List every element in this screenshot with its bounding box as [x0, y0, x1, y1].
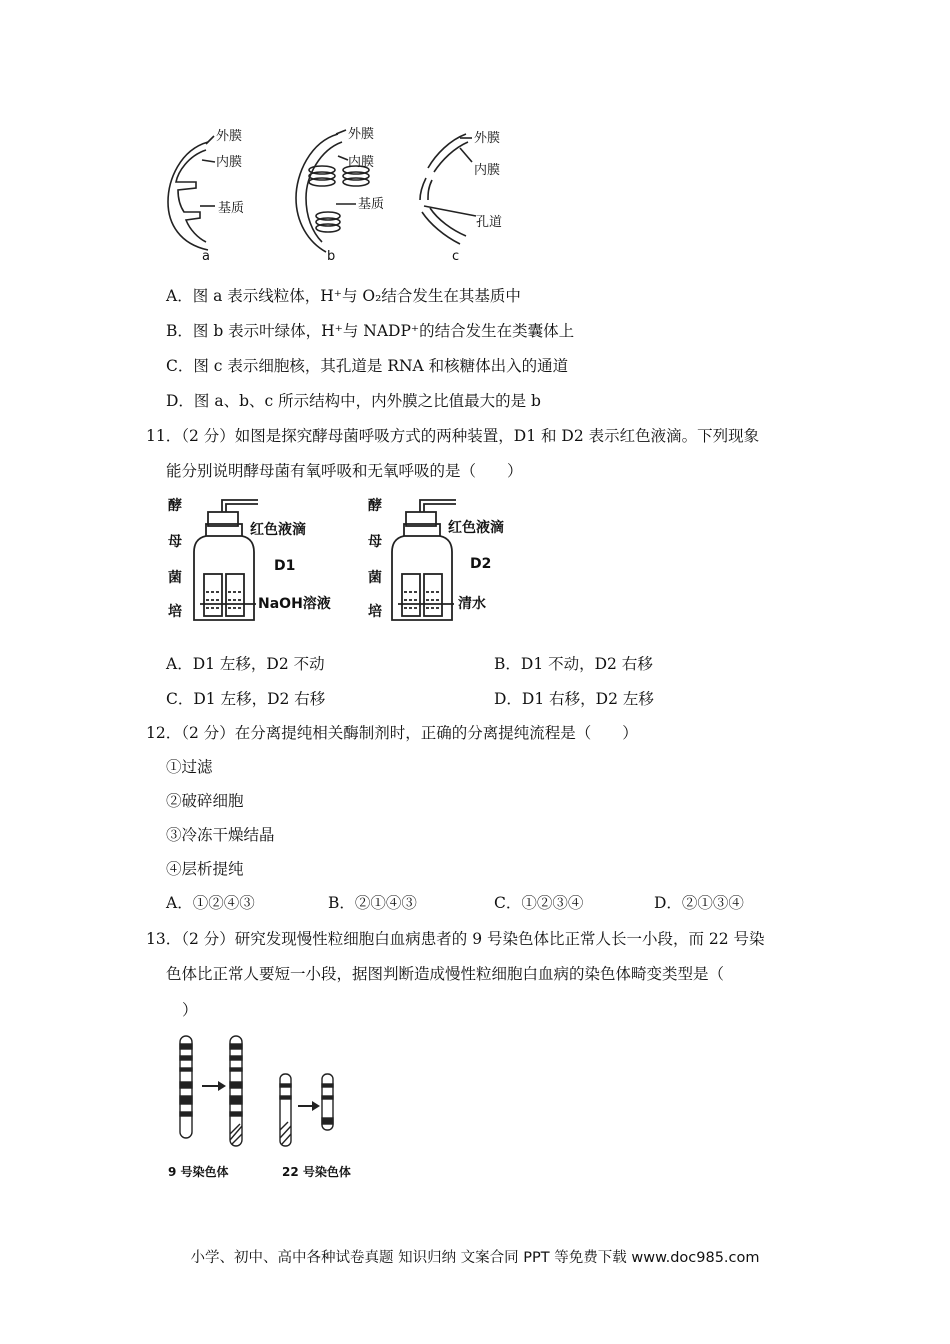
- caption-b: b: [327, 249, 336, 264]
- chromosome-22-abnormal: [322, 1074, 333, 1130]
- q12-option-b[interactable]: B．②①④③: [328, 894, 417, 912]
- drop-label-1: 红色液滴: [250, 522, 306, 538]
- chromosome-9-abnormal: [230, 1036, 242, 1146]
- side-char-1-1: 酵: [168, 498, 182, 514]
- side-char-1-3: 菌: [168, 570, 182, 586]
- d2-label: D2: [470, 556, 492, 572]
- yeast-apparatus-figure: [160, 492, 530, 632]
- arrow-22: [298, 1101, 320, 1111]
- d1-label: D1: [274, 558, 296, 574]
- label-c-pore: 孔道: [476, 215, 503, 230]
- q12-item-4: ④层析提纯: [166, 860, 244, 878]
- q13-stem-line2: 色体比正常人要短一小段，据图判断造成慢性粒细胞白血病的染色体畸变类型是（: [166, 965, 725, 983]
- arrow-9: [202, 1081, 226, 1091]
- chromosome-figure: [160, 1030, 380, 1190]
- chromosome-9-normal: [180, 1036, 192, 1138]
- q11-option-a[interactable]: A．D1 左移，D2 不动: [166, 655, 325, 673]
- q11-stem-line1: 11．（2 分）如图是探究酵母菌呼吸方式的两种装置，D1 和 D2 表示红色液滴。下列现象: [146, 427, 760, 445]
- label-b-inner: 内膜: [348, 155, 375, 170]
- q12-item-2: ②破碎细胞: [166, 792, 244, 810]
- q12-option-a[interactable]: A．①②④③: [166, 894, 255, 912]
- flask-1: [194, 500, 258, 620]
- side-char-2-4: 培: [368, 604, 382, 620]
- q12-stem: 12．（2 分）在分离提纯相关酶制剂时，正确的分离提纯流程是（ ）: [146, 724, 638, 742]
- q10-option-d[interactable]: D．图 a、b、c 所示结构中，内外膜之比值最大的是 b: [166, 392, 541, 410]
- q11-option-c[interactable]: C．D1 左移，D2 右移: [166, 690, 326, 708]
- caption-c: c: [452, 249, 460, 264]
- q11-option-d[interactable]: D．D1 右移，D2 左移: [494, 690, 654, 708]
- label-a-matrix: 基质: [218, 201, 245, 216]
- label-b-matrix: 基质: [358, 197, 385, 212]
- label-c-inner: 内膜: [474, 163, 501, 178]
- q12-item-1: ①过滤: [166, 758, 213, 776]
- label-a-outer: 外膜: [216, 129, 243, 144]
- side-char-1-2: 母: [168, 534, 182, 550]
- q12-option-c[interactable]: C．①②③④: [494, 894, 584, 912]
- q11-option-b[interactable]: B．D1 不动，D2 右移: [494, 655, 653, 673]
- chromosome-22-normal: [280, 1074, 291, 1146]
- label-chromosome-22: 22 号染色体: [282, 1165, 351, 1179]
- q13-stem-line1: 13．（2 分）研究发现慢性粒细胞白血病患者的 9 号染色体比正常人长一小段，而 22 号染: [146, 930, 765, 948]
- side-char-2-3: 菌: [368, 570, 382, 586]
- flask-2: [392, 500, 456, 620]
- side-char-1-4: 培: [168, 604, 182, 620]
- caption-a: a: [202, 249, 210, 264]
- drop-label-2: 红色液滴: [448, 520, 504, 536]
- q10-option-a[interactable]: A．图 a 表示线粒体，H⁺与 O₂结合发生在其基质中: [166, 287, 521, 305]
- q10-option-b[interactable]: B．图 b 表示叶绿体，H⁺与 NADP⁺的结合发生在类囊体上: [166, 322, 575, 340]
- label-c-outer: 外膜: [474, 131, 501, 146]
- solution-label-1: NaOH溶液: [258, 596, 331, 612]
- label-a-inner: 内膜: [216, 155, 243, 170]
- figure-c-nucleus: [420, 134, 476, 244]
- q11-stem-line2: 能分别说明酵母菌有氧呼吸和无氧呼吸的是（ ）: [166, 462, 523, 480]
- figure-b-chloroplast: [296, 130, 369, 252]
- figure-a-mitochondrion: [168, 136, 215, 250]
- label-chromosome-9: 9 号染色体: [168, 1165, 229, 1179]
- page-footer: 小学、初中、高中各种试卷真题 知识归纳 文案合同 PPT 等免费下载 www.doc985.com: [190, 1250, 760, 1266]
- side-char-2-2: 母: [368, 534, 382, 550]
- organelle-figure: [160, 120, 520, 270]
- solution-label-2: 清水: [458, 596, 486, 612]
- q12-option-d[interactable]: D．②①③④: [654, 894, 744, 912]
- label-b-outer: 外膜: [348, 127, 375, 142]
- q10-option-c[interactable]: C．图 c 表示细胞核，其孔道是 RNA 和核糖体出入的通道: [166, 357, 569, 375]
- q13-stem-line3: ）: [182, 1001, 198, 1019]
- side-char-2-1: 酵: [368, 498, 382, 514]
- q12-item-3: ③冷冻干燥结晶: [166, 826, 275, 844]
